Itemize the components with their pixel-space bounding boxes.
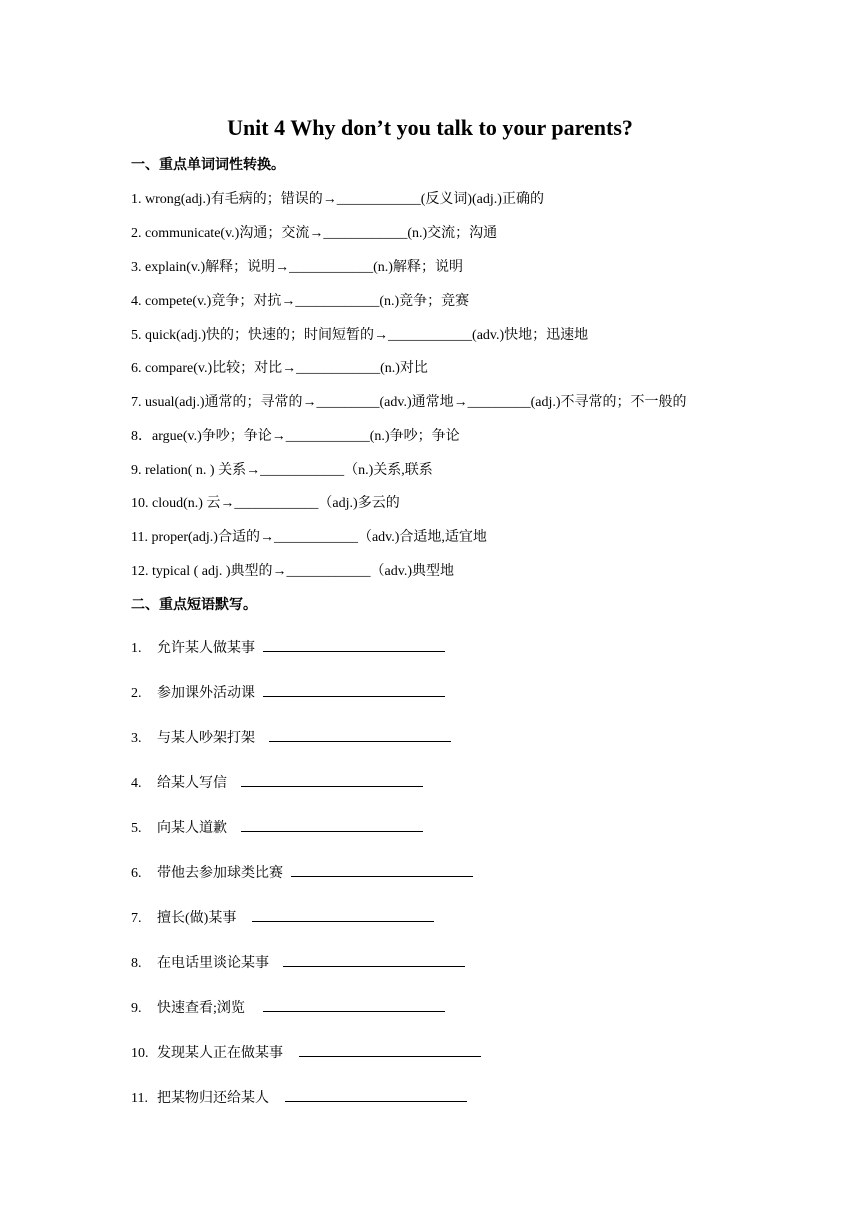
page-title: Unit 4 Why don’t you talk to your parents? [227,115,633,140]
phrase-item [131,816,423,839]
vocab-item: 5. quick(adj.)快的；快速的；时间短暂的→____________(adv.)快地；迅速地 [131,328,589,343]
phrase-item [131,996,445,1019]
phrase-text: 参加课外活动课 [157,686,255,701]
phrase-text: 在电话里谈论某事 [157,956,269,971]
vocab-item: 7. usual(adj.)通常的；寻常的→_________(adv.)通常地→_________(adj.)不寻常的；不一般的 [131,395,687,410]
answer-blank[interactable] [285,1086,467,1102]
phrase-text: 向某人道歉 [157,821,227,836]
phrase-item [131,951,465,974]
answer-blank[interactable] [263,996,445,1012]
vocab-item: 12. typical ( adj. )典型的→____________（adv.)典型地 [131,564,454,579]
answer-blank[interactable] [299,1041,481,1057]
answer-blank[interactable] [241,816,423,832]
answer-blank[interactable] [291,861,473,877]
phrase-text: 给某人写信 [157,776,227,791]
vocab-item: 6. compare(v.)比较；对比→____________(n.)对比 [131,361,428,376]
answer-blank[interactable] [263,636,445,652]
phrase-item [131,771,423,794]
phrase-number: 7. [131,911,142,926]
answer-blank[interactable] [269,726,451,742]
vocab-item: 10. cloud(n.) 云→____________（adj.)多云的 [131,496,400,511]
phrase-text: 快速查看;浏览 [157,1001,245,1016]
phrase-number: 10. [131,1046,149,1061]
phrase-text: 擅长(做)某事 [157,911,237,926]
vocab-item: 2. communicate(v.)沟通；交流→____________(n.)交流；沟通 [131,226,498,241]
phrase-number: 2. [131,686,142,701]
vocab-item: 11. proper(adj.)合适的→____________（adv.)合适地,适宜地 [131,530,487,545]
phrase-item [131,1041,481,1064]
answer-blank[interactable] [252,906,434,922]
answer-blank[interactable] [283,951,465,967]
phrase-item [131,726,451,749]
answer-blank[interactable] [263,681,445,697]
phrase-number: 4. [131,776,142,791]
vocab-item: 1. wrong(adj.)有毛病的；错误的→____________(反义词)(adj.)正确的 [131,192,544,207]
phrase-item [131,1086,467,1109]
vocab-item: 8．argue(v.)争吵；争论→____________(n.)争吵；争论 [131,429,460,444]
phrase-number: 1. [131,641,142,656]
phrase-item [131,861,473,884]
phrase-number: 3. [131,731,142,746]
phrase-number: 6. [131,866,142,881]
vocab-item: 4. compete(v.)竞争；对抗→____________(n.)竞争；竞赛 [131,294,470,309]
phrase-item [131,906,434,929]
phrase-text: 把某物归还给某人 [157,1091,269,1106]
phrase-number: 9. [131,1001,142,1016]
phrase-text: 允许某人做某事 [157,641,255,656]
phrase-text: 与某人吵架打架 [157,731,255,746]
phrase-text: 发现某人正在做某事 [157,1046,283,1061]
phrase-item [131,681,445,704]
section-heading-phrases: 二、重点短语默写。 [131,598,257,613]
vocab-item: 9. relation( n. ) 关系→____________（n.)关系,联系 [131,463,433,478]
phrase-item [131,636,445,659]
answer-blank[interactable] [241,771,423,787]
phrase-number: 8. [131,956,142,971]
phrase-text: 带他去参加球类比赛 [157,866,283,881]
phrase-number: 11. [131,1091,148,1106]
vocab-item: 3. explain(v.)解释；说明→____________(n.)解释；说明 [131,260,463,275]
section-heading-vocabulary: 一、重点单词词性转换。 [131,158,285,173]
phrase-number: 5. [131,821,142,836]
